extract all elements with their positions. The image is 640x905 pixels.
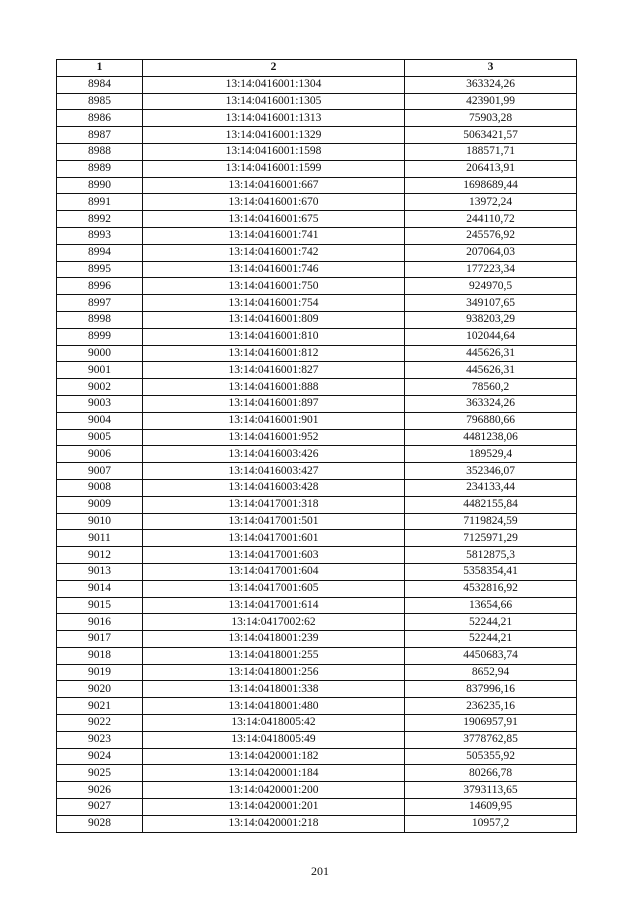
table-row	[57, 463, 577, 480]
row-number-cell: 8996	[57, 278, 143, 295]
cadastral-number-cell: 13:14:0416001:1329	[143, 127, 405, 144]
cadastral-value-cell: 188571,71	[405, 143, 577, 160]
cadastral-number-cell: 13:14:0416001:742	[143, 244, 405, 261]
row-number-cell: 8999	[57, 328, 143, 345]
cadastral-number-cell: 13:14:0416001:888	[143, 379, 405, 396]
cadastral-number-cell: 13:14:0416001:1305	[143, 93, 405, 110]
cadastral-number-cell: 13:14:0417001:605	[143, 580, 405, 597]
cadastral-value-cell: 206413,91	[405, 160, 577, 177]
cadastral-value-cell: 13972,24	[405, 194, 577, 211]
cadastral-number-cell: 13:14:0417002:62	[143, 614, 405, 631]
cadastral-number-cell: 13:14:0420001:218	[143, 815, 405, 832]
cadastral-number-cell: 13:14:0417001:601	[143, 530, 405, 547]
cadastral-value-cell: 3793113,65	[405, 782, 577, 799]
cadastral-value-cell: 3778762,85	[405, 731, 577, 748]
cadastral-value-cell: 349107,65	[405, 295, 577, 312]
cadastral-number-cell: 13:14:0416003:426	[143, 446, 405, 463]
cadastral-value-cell: 5358354,41	[405, 563, 577, 580]
row-number-cell: 9028	[57, 815, 143, 832]
row-number-cell: 8992	[57, 211, 143, 228]
row-number-cell: 9017	[57, 631, 143, 648]
cadastral-value-cell: 1906957,91	[405, 715, 577, 732]
table-row	[57, 782, 577, 799]
table-row	[57, 479, 577, 496]
table-row	[57, 631, 577, 648]
table-row	[57, 580, 577, 597]
cadastral-number-cell: 13:14:0418001:480	[143, 698, 405, 715]
table-row	[57, 647, 577, 664]
row-number-cell: 9006	[57, 446, 143, 463]
cadastral-value-cell: 837996,16	[405, 681, 577, 698]
cadastral-number-cell: 13:14:0420001:201	[143, 799, 405, 816]
cadastral-number-cell: 13:14:0417001:501	[143, 513, 405, 530]
cadastral-number-cell: 13:14:0417001:614	[143, 597, 405, 614]
cadastral-value-cell: 52244,21	[405, 614, 577, 631]
row-number-cell: 9026	[57, 782, 143, 799]
table-header	[57, 60, 577, 77]
row-number-cell: 9018	[57, 647, 143, 664]
table-body	[57, 76, 577, 832]
row-number-cell: 8995	[57, 261, 143, 278]
table-row	[57, 295, 577, 312]
table-row	[57, 513, 577, 530]
cadastral-value-cell: 13654,66	[405, 597, 577, 614]
cadastral-value-cell: 236235,16	[405, 698, 577, 715]
row-number-cell: 9008	[57, 479, 143, 496]
row-number-cell: 9004	[57, 412, 143, 429]
cadastral-value-cell: 177223,34	[405, 261, 577, 278]
row-number-cell: 8993	[57, 227, 143, 244]
row-number-cell: 8997	[57, 295, 143, 312]
table-row	[57, 765, 577, 782]
table-row	[57, 614, 577, 631]
row-number-cell: 9007	[57, 463, 143, 480]
cadastral-value-cell: 52244,21	[405, 631, 577, 648]
table-row	[57, 412, 577, 429]
table-row	[57, 177, 577, 194]
column-header-3: 3	[405, 60, 577, 77]
table-row	[57, 211, 577, 228]
cadastral-number-cell: 13:14:0418001:255	[143, 647, 405, 664]
cadastral-number-cell: 13:14:0418001:338	[143, 681, 405, 698]
cadastral-number-cell: 13:14:0417001:603	[143, 547, 405, 564]
table-row	[57, 530, 577, 547]
cadastral-number-cell: 13:14:0417001:604	[143, 563, 405, 580]
table-row	[57, 446, 577, 463]
cadastral-value-cell: 244110,72	[405, 211, 577, 228]
cadastral-number-cell: 13:14:0420001:182	[143, 748, 405, 765]
table-row	[57, 194, 577, 211]
cadastral-number-cell: 13:14:0416001:812	[143, 345, 405, 362]
cadastral-value-cell: 189529,4	[405, 446, 577, 463]
cadastral-number-cell: 13:14:0416001:754	[143, 295, 405, 312]
cadastral-value-cell: 5812875,3	[405, 547, 577, 564]
cadastral-number-cell: 13:14:0416003:427	[143, 463, 405, 480]
cadastral-value-cell: 1698689,44	[405, 177, 577, 194]
row-number-cell: 9005	[57, 429, 143, 446]
table-row	[57, 698, 577, 715]
cadastral-number-cell: 13:14:0416001:741	[143, 227, 405, 244]
cadastral-number-cell: 13:14:0416001:810	[143, 328, 405, 345]
page-number: 201	[311, 864, 329, 878]
cadastral-value-cell: 4481238,06	[405, 429, 577, 446]
cadastral-number-cell: 13:14:0417001:318	[143, 496, 405, 513]
row-number-cell: 9025	[57, 765, 143, 782]
column-header-1: 1	[57, 60, 143, 77]
table-row	[57, 429, 577, 446]
row-number-cell: 9027	[57, 799, 143, 816]
row-number-cell: 9003	[57, 395, 143, 412]
cadastral-number-cell: 13:14:0420001:200	[143, 782, 405, 799]
table-row	[57, 127, 577, 144]
cadastral-value-cell: 80266,78	[405, 765, 577, 782]
row-number-cell: 9021	[57, 698, 143, 715]
cadastral-value-cell: 796880,66	[405, 412, 577, 429]
table-row	[57, 395, 577, 412]
cadastral-number-cell: 13:14:0416001:670	[143, 194, 405, 211]
cadastral-number-cell: 13:14:0420001:184	[143, 765, 405, 782]
table-row	[57, 799, 577, 816]
row-number-cell: 9009	[57, 496, 143, 513]
header-row	[57, 60, 577, 77]
cadastral-number-cell: 13:14:0416003:428	[143, 479, 405, 496]
table-row	[57, 597, 577, 614]
row-number-cell: 9011	[57, 530, 143, 547]
row-number-cell: 9016	[57, 614, 143, 631]
row-number-cell: 8991	[57, 194, 143, 211]
table-row	[57, 563, 577, 580]
cadastral-value-cell: 7125971,29	[405, 530, 577, 547]
cadastral-number-cell: 13:14:0416001:675	[143, 211, 405, 228]
cadastral-value-cell: 938203,29	[405, 311, 577, 328]
row-number-cell: 9015	[57, 597, 143, 614]
row-number-cell: 9022	[57, 715, 143, 732]
cadastral-value-cell: 363324,26	[405, 76, 577, 93]
table-row	[57, 227, 577, 244]
table-row	[57, 748, 577, 765]
cadastral-number-cell: 13:14:0416001:667	[143, 177, 405, 194]
cadastral-value-cell: 4532816,92	[405, 580, 577, 597]
table-row	[57, 143, 577, 160]
table-row	[57, 715, 577, 732]
table-row	[57, 815, 577, 832]
cadastral-number-cell: 13:14:0416001:952	[143, 429, 405, 446]
row-number-cell: 8990	[57, 177, 143, 194]
cadastral-value-cell: 505355,92	[405, 748, 577, 765]
cadastral-value-cell: 924970,5	[405, 278, 577, 295]
row-number-cell: 8984	[57, 76, 143, 93]
cadastral-number-cell: 13:14:0416001:1599	[143, 160, 405, 177]
table-row	[57, 681, 577, 698]
row-number-cell: 9014	[57, 580, 143, 597]
cadastral-value-cell: 75903,28	[405, 110, 577, 127]
table-row	[57, 496, 577, 513]
table-row	[57, 311, 577, 328]
cadastral-number-cell: 13:14:0418001:239	[143, 631, 405, 648]
table-row	[57, 664, 577, 681]
cadastral-number-cell: 13:14:0416001:746	[143, 261, 405, 278]
cadastral-value-cell: 234133,44	[405, 479, 577, 496]
table-row	[57, 731, 577, 748]
row-number-cell: 8989	[57, 160, 143, 177]
cadastral-value-cell: 78560,2	[405, 379, 577, 396]
row-number-cell: 9002	[57, 379, 143, 396]
cadastral-number-cell: 13:14:0416001:1304	[143, 76, 405, 93]
row-number-cell: 8986	[57, 110, 143, 127]
table-row	[57, 362, 577, 379]
row-number-cell: 8994	[57, 244, 143, 261]
row-number-cell: 9020	[57, 681, 143, 698]
cadastral-number-cell: 13:14:0416001:1598	[143, 143, 405, 160]
row-number-cell: 8987	[57, 127, 143, 144]
table-row	[57, 160, 577, 177]
table-row	[57, 328, 577, 345]
cadastral-value-cell: 445626,31	[405, 362, 577, 379]
column-header-2: 2	[143, 60, 405, 77]
cadastral-value-table	[56, 59, 577, 833]
row-number-cell: 9000	[57, 345, 143, 362]
cadastral-value-cell: 4482155,84	[405, 496, 577, 513]
row-number-cell: 9012	[57, 547, 143, 564]
cadastral-value-cell: 8652,94	[405, 664, 577, 681]
row-number-cell: 8988	[57, 143, 143, 160]
row-number-cell: 9019	[57, 664, 143, 681]
cadastral-number-cell: 13:14:0418005:42	[143, 715, 405, 732]
table-row	[57, 244, 577, 261]
cadastral-number-cell: 13:14:0416001:901	[143, 412, 405, 429]
table-row	[57, 261, 577, 278]
cadastral-value-cell: 363324,26	[405, 395, 577, 412]
row-number-cell: 9010	[57, 513, 143, 530]
row-number-cell: 9013	[57, 563, 143, 580]
cadastral-value-cell: 102044,64	[405, 328, 577, 345]
table-row	[57, 547, 577, 564]
row-number-cell: 9023	[57, 731, 143, 748]
cadastral-number-cell: 13:14:0416001:1313	[143, 110, 405, 127]
cadastral-value-cell: 352346,07	[405, 463, 577, 480]
cadastral-value-cell: 423901,99	[405, 93, 577, 110]
cadastral-number-cell: 13:14:0416001:897	[143, 395, 405, 412]
cadastral-value-cell: 4450683,74	[405, 647, 577, 664]
table-row	[57, 76, 577, 93]
table-row	[57, 278, 577, 295]
cadastral-number-cell: 13:14:0418005:49	[143, 731, 405, 748]
cadastral-value-cell: 5063421,57	[405, 127, 577, 144]
row-number-cell: 9001	[57, 362, 143, 379]
cadastral-number-cell: 13:14:0418001:256	[143, 664, 405, 681]
cadastral-value-cell: 445626,31	[405, 345, 577, 362]
cadastral-number-cell: 13:14:0416001:809	[143, 311, 405, 328]
cadastral-value-cell: 7119824,59	[405, 513, 577, 530]
cadastral-number-cell: 13:14:0416001:750	[143, 278, 405, 295]
cadastral-value-cell: 10957,2	[405, 815, 577, 832]
cadastral-value-cell: 207064,03	[405, 244, 577, 261]
table-row	[57, 345, 577, 362]
row-number-cell: 8985	[57, 93, 143, 110]
cadastral-value-cell: 245576,92	[405, 227, 577, 244]
table-row	[57, 93, 577, 110]
table-row	[57, 379, 577, 396]
cadastral-number-cell: 13:14:0416001:827	[143, 362, 405, 379]
table-row	[57, 110, 577, 127]
cadastral-value-cell: 14609,95	[405, 799, 577, 816]
row-number-cell: 9024	[57, 748, 143, 765]
row-number-cell: 8998	[57, 311, 143, 328]
